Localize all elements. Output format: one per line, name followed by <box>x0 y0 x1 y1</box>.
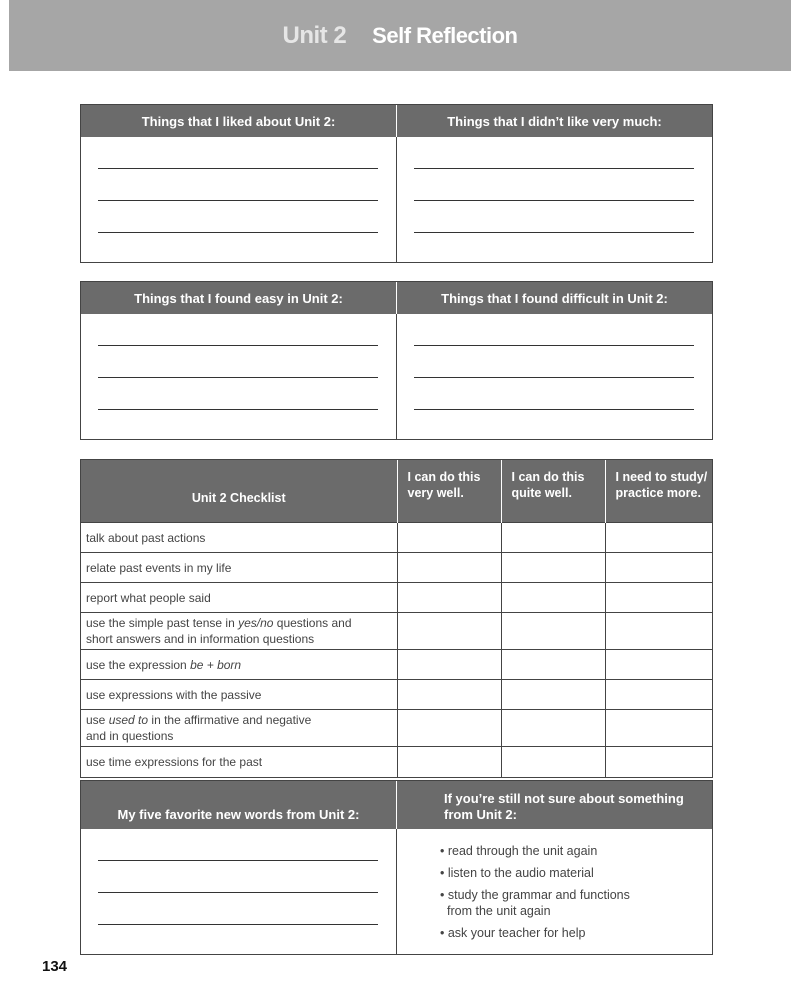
check-cell[interactable] <box>605 523 712 553</box>
tip-item: • listen to the audio material <box>440 866 594 880</box>
check-cell[interactable] <box>397 710 501 747</box>
tip-item: • study the grammar and functions <box>440 888 630 902</box>
check-cell[interactable] <box>501 553 605 583</box>
check-cell[interactable] <box>397 553 501 583</box>
table-row <box>81 650 712 680</box>
table-row <box>81 710 712 747</box>
checklist-table <box>80 459 713 778</box>
favorite-words-area[interactable] <box>81 829 397 954</box>
check-cell[interactable] <box>397 613 501 650</box>
check-cell[interactable] <box>605 680 712 710</box>
checklist-item: use time expressions for the past <box>81 747 397 777</box>
tips-area <box>397 829 712 954</box>
check-cell[interactable] <box>605 613 712 650</box>
favorite-words-header: My five favorite new words from Unit 2: <box>81 781 397 829</box>
check-cell[interactable] <box>397 650 501 680</box>
check-cell[interactable] <box>501 613 605 650</box>
check-cell[interactable] <box>397 583 501 613</box>
liked-writing-area[interactable] <box>81 137 397 262</box>
check-cell[interactable] <box>501 680 605 710</box>
liked-header: Things that I liked about Unit 2: <box>81 105 397 137</box>
checklist-item: talk about past actions <box>81 523 397 553</box>
writing-line <box>98 924 378 925</box>
page-banner <box>9 0 791 71</box>
likes-box <box>80 104 713 263</box>
check-cell[interactable] <box>501 583 605 613</box>
check-cell[interactable] <box>605 710 712 747</box>
col-quite-well-header: I can do this quite well. <box>501 460 605 523</box>
writing-line <box>98 345 378 346</box>
easy-header: Things that I found easy in Unit 2: <box>81 282 397 314</box>
writing-line <box>98 200 378 201</box>
check-cell[interactable] <box>397 747 501 777</box>
table-row <box>81 583 712 613</box>
tips-list <box>440 843 630 947</box>
col-very-well-header: I can do this very well. <box>397 460 501 523</box>
checklist-item: relate past events in my life <box>81 553 397 583</box>
writing-line <box>98 168 378 169</box>
check-cell[interactable] <box>605 650 712 680</box>
writing-line <box>98 892 378 893</box>
difficulty-box <box>80 281 713 440</box>
tip-item: • read through the unit again <box>440 844 598 858</box>
writing-line <box>98 409 378 410</box>
unsure-header: If you’re still not sure about something from Unit 2: <box>444 791 684 822</box>
table-row <box>81 613 712 650</box>
checklist-item: use used to in the affirmative and negative and in questions <box>81 710 397 747</box>
checklist-item: use expressions with the passive <box>81 680 397 710</box>
writing-line <box>414 232 694 233</box>
words-header <box>81 781 712 829</box>
check-cell[interactable] <box>605 583 712 613</box>
check-cell[interactable] <box>397 523 501 553</box>
table-row <box>81 553 712 583</box>
writing-line <box>414 377 694 378</box>
writing-line <box>414 345 694 346</box>
check-cell[interactable] <box>501 747 605 777</box>
page-number: 134 <box>42 958 68 975</box>
writing-line <box>414 200 694 201</box>
writing-line <box>414 409 694 410</box>
writing-line <box>98 232 378 233</box>
likes-header <box>81 105 712 137</box>
table-row <box>81 680 712 710</box>
checklist-item: report what people said <box>81 583 397 613</box>
unit-label: Unit 2 <box>282 21 347 49</box>
check-cell[interactable] <box>397 680 501 710</box>
checklist-header-row <box>81 460 712 523</box>
checklist-title: Unit 2 Checklist <box>81 460 397 523</box>
check-cell[interactable] <box>501 650 605 680</box>
writing-line <box>98 377 378 378</box>
difficult-writing-area[interactable] <box>397 314 712 439</box>
check-cell[interactable] <box>501 710 605 747</box>
difficult-header: Things that I found difficult in Unit 2: <box>441 290 668 306</box>
tip-item: from the unit again <box>447 904 551 918</box>
writing-line <box>414 168 694 169</box>
tip-item: • ask your teacher for help <box>440 926 586 940</box>
check-cell[interactable] <box>501 523 605 553</box>
disliked-writing-area[interactable] <box>397 137 712 262</box>
col-study-more-header: I need to study/ practice more. <box>605 460 712 523</box>
checklist-item: use the expression be + born <box>81 650 397 680</box>
easy-writing-area[interactable] <box>81 314 397 439</box>
page-title: Self Reflection <box>372 22 518 48</box>
writing-line <box>98 860 378 861</box>
difficulty-header <box>81 282 712 314</box>
check-cell[interactable] <box>605 553 712 583</box>
checklist-item: use the simple past tense in yes/no questions and short answers and in information questions <box>81 613 397 650</box>
table-row <box>81 523 712 553</box>
words-box <box>80 780 713 955</box>
check-cell[interactable] <box>605 747 712 777</box>
disliked-header: Things that I didn’t like very much: <box>447 113 662 129</box>
table-row <box>81 747 712 777</box>
